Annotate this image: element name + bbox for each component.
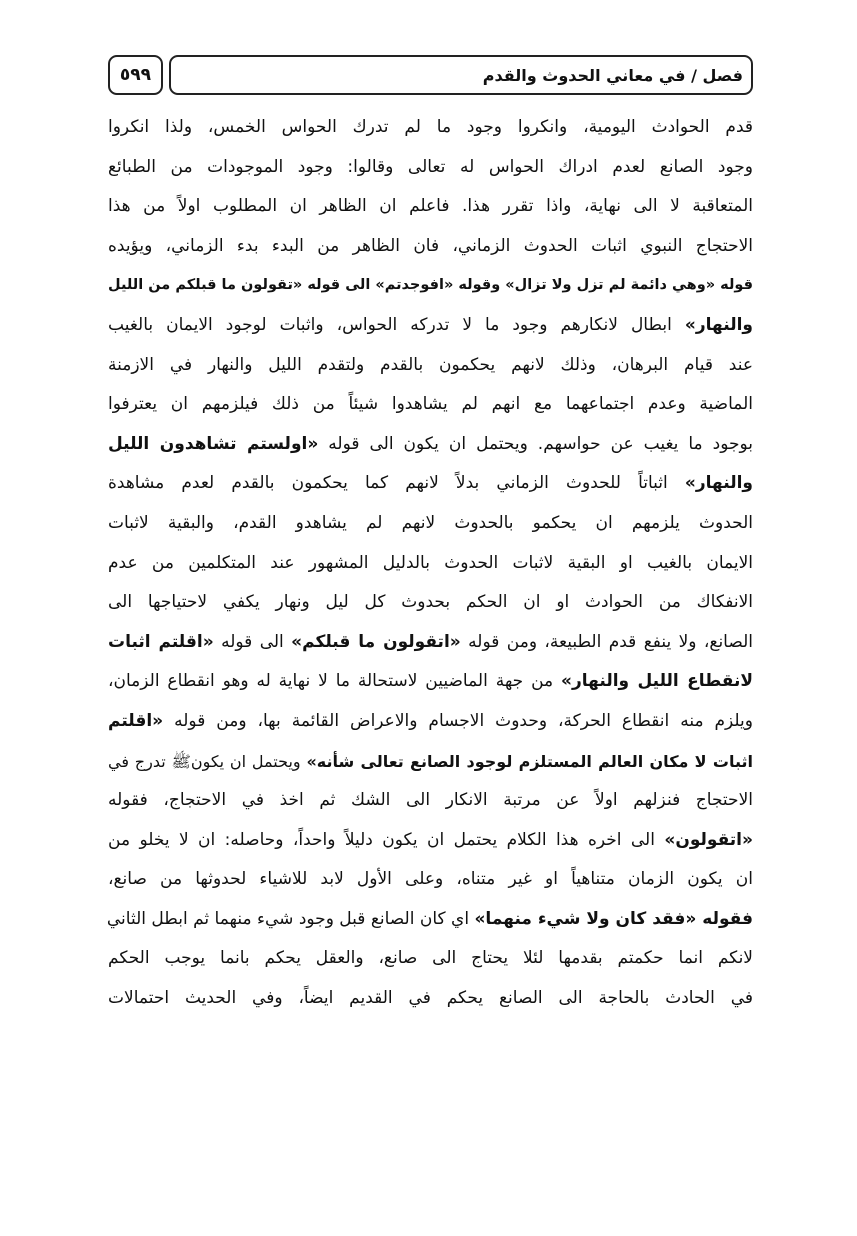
commentary-text: ويحتمل ان يكونﷺ تدرج في [108,751,307,771]
text-line [108,662,753,702]
text-line [108,227,753,267]
text-line [108,781,753,821]
text-line [108,346,753,386]
text-line [108,583,753,623]
text-line [108,979,753,1019]
quoted-hadith-text: فقوله «فقد كان ولا شيء منهما» [474,908,753,929]
commentary-text: الصانع، ولا ينفع قدم الطبيعة، ومن قوله [460,631,754,652]
quoted-hadith-text: «اتقولون» [664,829,753,850]
commentary-text: وجود الصانع لعدم ادراك الحواس له تعالى وقالوا: وجود الموجودات من الطبائع [108,156,753,177]
commentary-text: الاحتجاج النبوي اثبات الحدوث الزماني، فان الظاهر من البدء بدء الزماني، ويؤيده [108,235,753,256]
text-line [108,306,753,346]
commentary-text: قدم الحوادث اليومية، وانكروا وجود ما لم تدرك الحواس الخمس، ولذا انكروا [108,117,753,137]
quoted-hadith-text: «اقلتم [108,710,164,731]
text-line [108,148,753,188]
commentary-text: بوجود ما يغيب عن حواسهم. ويحتمل ان يكون الى قوله [318,433,753,454]
text-line [108,425,753,465]
quoted-hadith-text: «اقلتم اثبات [108,631,214,652]
quoted-hadith-text: «اتقولون ما قبلكم» [291,631,461,652]
quoted-hadith-text: قوله «وهي دائمة لم تزل ولا تزال» وقوله «افوجدتم» الى قوله «تقولون ما قبلكم من الليل [108,277,753,294]
commentary-text: لانكم انما حكمتم بقدمها لئلا يحتاج الى صانع، والعقل يحكم بانما يوجب الحكم [108,948,753,969]
text-line [108,385,753,425]
commentary-text: في الحادث بالحاجة الى الصانع يحكم في القديم ايضاً، وفي الحديث احتمالات [108,988,753,1009]
commentary-text: الاحتجاج فنزلهم اولاً عن مرتبة الانكار الى الشك ثم اخذ في الاحتجاج، فقوله [108,790,753,811]
text-line [108,860,753,900]
text-line [108,266,753,306]
quoted-hadith-text: والنهار» [684,314,753,335]
commentary-text: اثباتاً للحدوث الزماني بدلاً لانهم كما يحكمون بالقدم لعدم مشاهدة [108,473,685,494]
text-line [108,623,753,663]
commentary-text: ويلزم منه انقطاع الحركة، وحدوث الاجسام والاعراض القائمة بها، ومن قوله [163,710,753,731]
commentary-text: الحدوث يلزمهم ان يحكمو بالحدوث لانهم لم يشاهدو القدم، والبقية لاثبات [108,512,753,533]
text-line [108,742,753,782]
commentary-text: الانفكاك من الحوادث او ان الحكم بحدوث كل ليل ونهار يكفي لاحتياجها الى [108,592,753,613]
quoted-hadith-text: «اولستم تشاهدون الليل [108,433,319,454]
quoted-hadith-text: اثبات لا مكان العالم المستلزم لوجود الصانع تعالى شأنه» [306,751,753,771]
text-line [108,504,753,544]
commentary-text: الى اخره هذا الكلام يحتمل ان يكون دليلاً واحداً، وحاصله: ان لا يخلو من [108,829,665,850]
text-line [108,544,753,584]
text-line [108,900,753,940]
page-number: ٥٩٩ [108,55,163,95]
commentary-text: الايمان بالغيب او البقية لاثبات الحدوث بالدليل المشهور عند المتكلمين من عدم [108,552,753,573]
text-line [108,939,753,979]
commentary-text: ابطال لانكارهم وجود ما لا تدركه الحواس، واثبات لوجود الايمان بالغيب [108,314,685,335]
text-line [108,702,753,742]
text-line [108,821,753,861]
commentary-text: الماضية وعدم اجتماعهما مع انهم لم يشاهدوا شيئاً من ذلك فيلزمهم ان يعترفوا [108,394,753,415]
commentary-text: الى قوله [213,631,292,652]
quoted-hadith-text: لانقطاع الليل والنهار» [561,671,753,692]
commentary-text: عند قيام البرهان، وذلك لانهم يحكمون بالقدم ولتقدم الليل والنهار في الازمنة [108,354,753,375]
page-body-text [108,108,753,1019]
commentary-text: من جهة الماضيين لاستحالة ما لا نهاية له وهو انقطاع الزمان، [108,671,561,692]
text-line [108,187,753,227]
commentary-text: ان يكون الزمان متناهياً او غير متناه، وعلى الأول لابد للاشياء لحدوثها من صانع، [108,869,753,890]
chapter-title: فصل / في معاني الحدوث والقدم [169,55,753,95]
text-line [108,108,753,148]
commentary-text: المتعاقبة لا الى نهاية، واذا تقرر هذا. فاعلم ان الظاهر ان المطلوب اولاً من هذا [108,196,753,217]
quoted-hadith-text: والنهار» [684,473,753,494]
commentary-text: اي كان الصانع قبل وجود شيء منهما ثم ابطل الثاني [106,908,475,929]
text-line [108,464,753,504]
